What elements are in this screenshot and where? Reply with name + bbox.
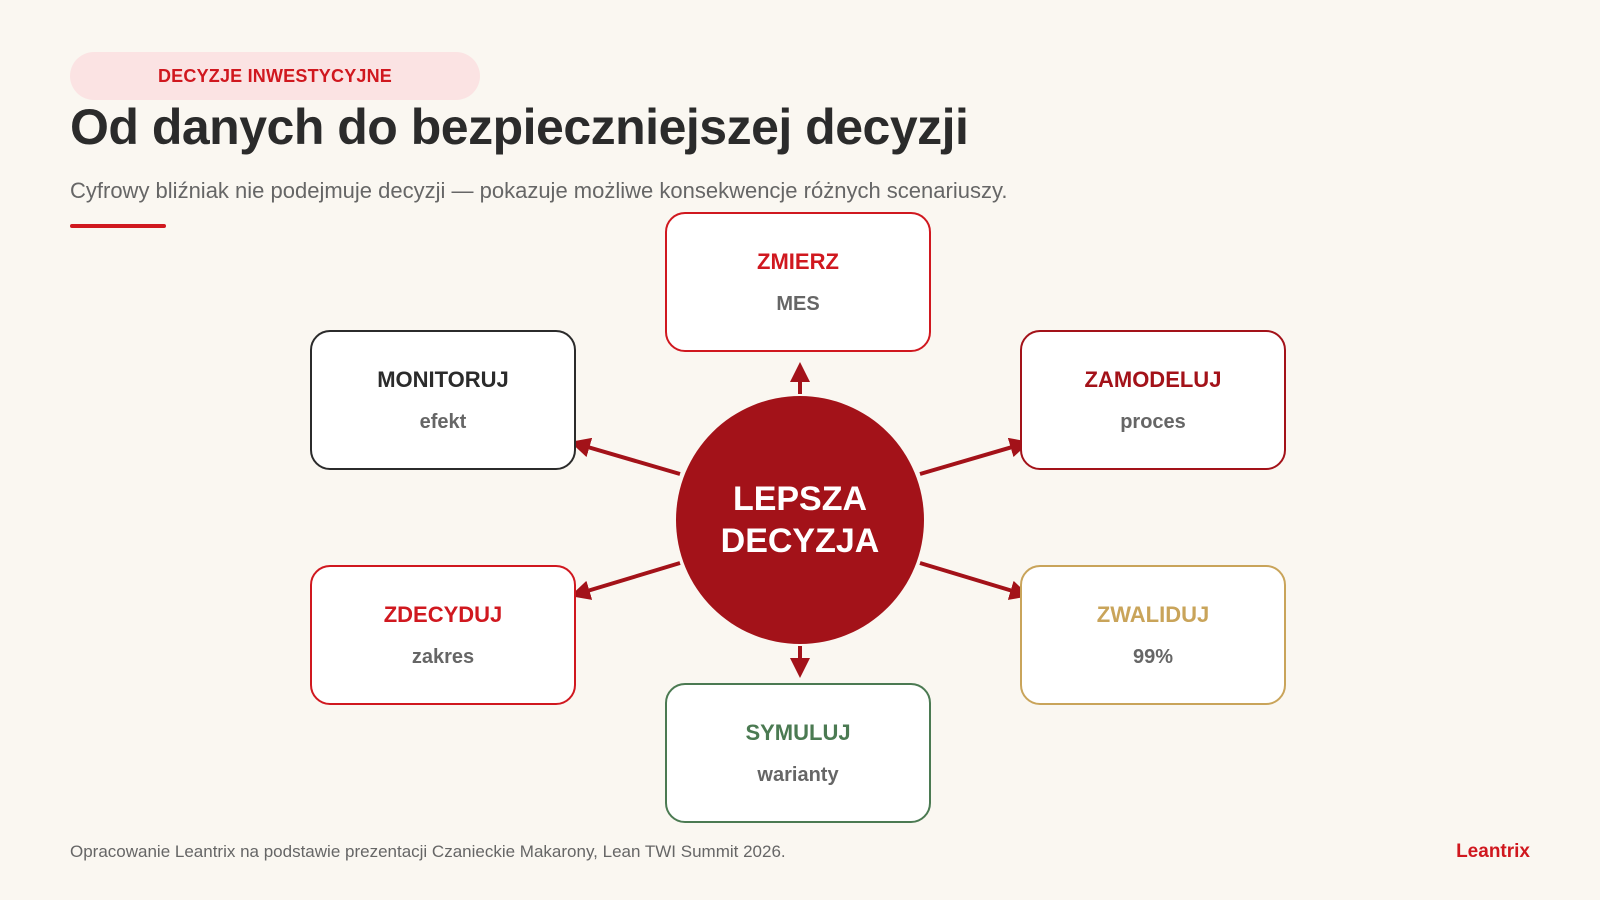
arrow-to-zwaliduj (920, 563, 1026, 595)
node-monitoruj (310, 330, 576, 470)
node-zdecyduj (310, 565, 576, 705)
center-hub-label: LEPSZA DECYZJA (720, 480, 880, 560)
page-title: Od danych do bezpieczniejszej decyzji (70, 99, 969, 155)
node-zwaliduj-subtitle: 99% (1132, 645, 1174, 668)
node-zdecyduj-title: ZDECYDUJ (383, 601, 503, 627)
node-zamodeluj (1020, 330, 1286, 470)
page-subtitle: Cyfrowy bliźniak nie podejmuje decyzji — pokazuje możliwe konsekwencje różnych scenariuszy. (70, 178, 1008, 203)
node-monitoruj-subtitle: efekt (419, 410, 467, 433)
node-zwaliduj (1020, 565, 1286, 705)
center-hub (676, 396, 924, 644)
arrow-to-zamodeluj (920, 443, 1026, 474)
node-zdecyduj-subtitle: zakres (411, 645, 475, 668)
node-zmierz-title: ZMIERZ (757, 248, 839, 274)
node-zmierz (665, 212, 931, 352)
arrow-to-zdecyduj (574, 563, 680, 595)
node-zmierz-subtitle: MES (776, 292, 820, 315)
source-note: Opracowanie Leantrix na podstawie prezentacji Czanieckie Makarony, Lean TWI Summit 2026. (70, 842, 786, 861)
brand-logo-text: Leantrix (1456, 841, 1530, 862)
node-zwaliduj-title: ZWALIDUJ (1096, 601, 1210, 627)
node-zamodeluj-subtitle: proces (1120, 410, 1186, 433)
node-monitoruj-title: MONITORUJ (377, 366, 509, 392)
section-tag-label: DECYZJE INWESTYCYJNE (157, 65, 393, 86)
node-symuluj-title: SYMULUJ (745, 719, 851, 745)
node-zamodeluj-title: ZAMODELUJ (1084, 366, 1222, 392)
node-symuluj-subtitle: warianty (757, 763, 839, 786)
arrow-to-monitoruj (574, 443, 680, 474)
node-symuluj (665, 683, 931, 823)
